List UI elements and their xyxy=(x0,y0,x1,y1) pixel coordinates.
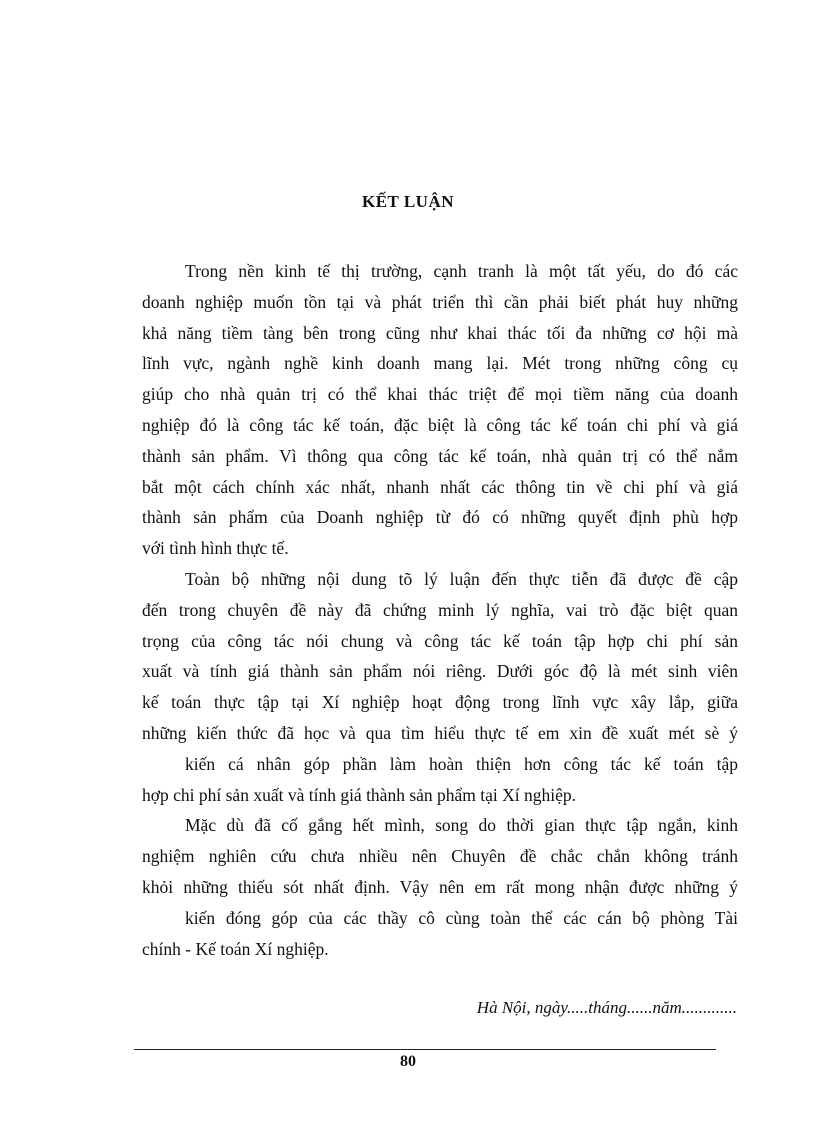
paragraph-2-line-1: Toàn bộ những nội dung tõ lý luận đến thực tiễn đã được đề cập xyxy=(185,568,738,589)
paragraph-1-line-6: nghiệp đó là công tác kế toán, đặc biệt là công tác kế toán chi phí và giá xyxy=(142,414,738,435)
paragraph-1-line-5: giúp cho nhà quản trị có thể khai thác triệt để mọi tiềm năng của doanh xyxy=(142,384,738,405)
footer-divider xyxy=(134,1049,716,1050)
paragraph-2-line-5: kế toán thực tập tại Xí nghiệp hoạt động trong lĩnh vực xây lắp, giữa xyxy=(142,692,738,713)
paragraph-2-line-4: xuất và tính giá thành sản phẩm nói riêng. Dưới góc độ là mét sinh viên xyxy=(142,661,738,682)
paragraph-1-line-3: khả năng tiềm tàng bên trong cũng như khai thác tối đa những cơ hội mà xyxy=(142,322,738,343)
paragraph-1-line-7: thành sản phẩm. Vì thông qua công tác kế toán, nhà quản trị có thể nắm xyxy=(142,445,738,466)
signature-date-line: Hà Nội, ngày.....tháng......năm............. xyxy=(476,998,737,1017)
paragraph-3-line-1: Mặc dù đã cố gắng hết mình, song do thời gian thực tập ngắn, kinh xyxy=(185,815,738,836)
paragraph-1-line-4: lĩnh vực, ngành nghề kinh doanh mang lại. Mét trong những công cụ xyxy=(142,353,738,374)
paragraph-1-line-9: thành sản phẩm của Doanh nghiệp từ đó có những quyết định phù hợp xyxy=(142,507,738,528)
paragraph-3-line-3: khỏi những thiếu sót nhất định. Vậy nên em rất mong nhận được những ý xyxy=(142,876,738,897)
paragraph-1-line-1: Trong nền kinh tế thị trường, cạnh tranh là một tất yếu, do đó các xyxy=(185,261,738,281)
paragraph-3-line-2: nghiệm nghiên cứu chưa nhiều nên Chuyên đề chắc chắn không tránh xyxy=(142,846,738,867)
paragraph-1-line-2: doanh nghiệp muốn tồn tại và phát triển thì cần phải biết phát huy những xyxy=(142,291,738,312)
paragraph-1-line-10: với tình hình thực tế. xyxy=(142,538,289,559)
page-number: 80 xyxy=(400,1053,416,1070)
paragraph-1-line-8: bắt một cách chính xác nhất, nhanh nhất các thông tin về chi phí và giá xyxy=(142,476,738,497)
paragraph-2-line-7: kiến cá nhân góp phần làm hoàn thiện hơn công tác kế toán tập xyxy=(185,753,738,774)
paragraph-2-line-6: những kiến thức đã học và qua tìm hiểu thực tế em xin đề xuất mét sè ý xyxy=(142,722,738,743)
paragraph-3-line-5: chính - Kế toán Xí nghiệp. xyxy=(142,938,329,959)
paragraph-2-line-2: đến trong chuyên đề này đã chứng minh lý nghĩa, vai trò đặc biệt quan xyxy=(142,599,738,620)
body-text xyxy=(142,256,738,964)
paragraph-3-line-4: kiến đóng góp của các thầy cô cùng toàn thể các cán bộ phòng Tài xyxy=(185,907,738,928)
page-title: KẾT LUẬN xyxy=(361,192,454,211)
paragraph-2-line-3: trọng của công tác nói chung và công tác kế toán tập hợp chi phí sản xyxy=(142,630,738,651)
paragraph-2-line-8: hợp chi phí sản xuất và tính giá thành sản phẩm tại Xí nghiệp. xyxy=(142,784,577,805)
